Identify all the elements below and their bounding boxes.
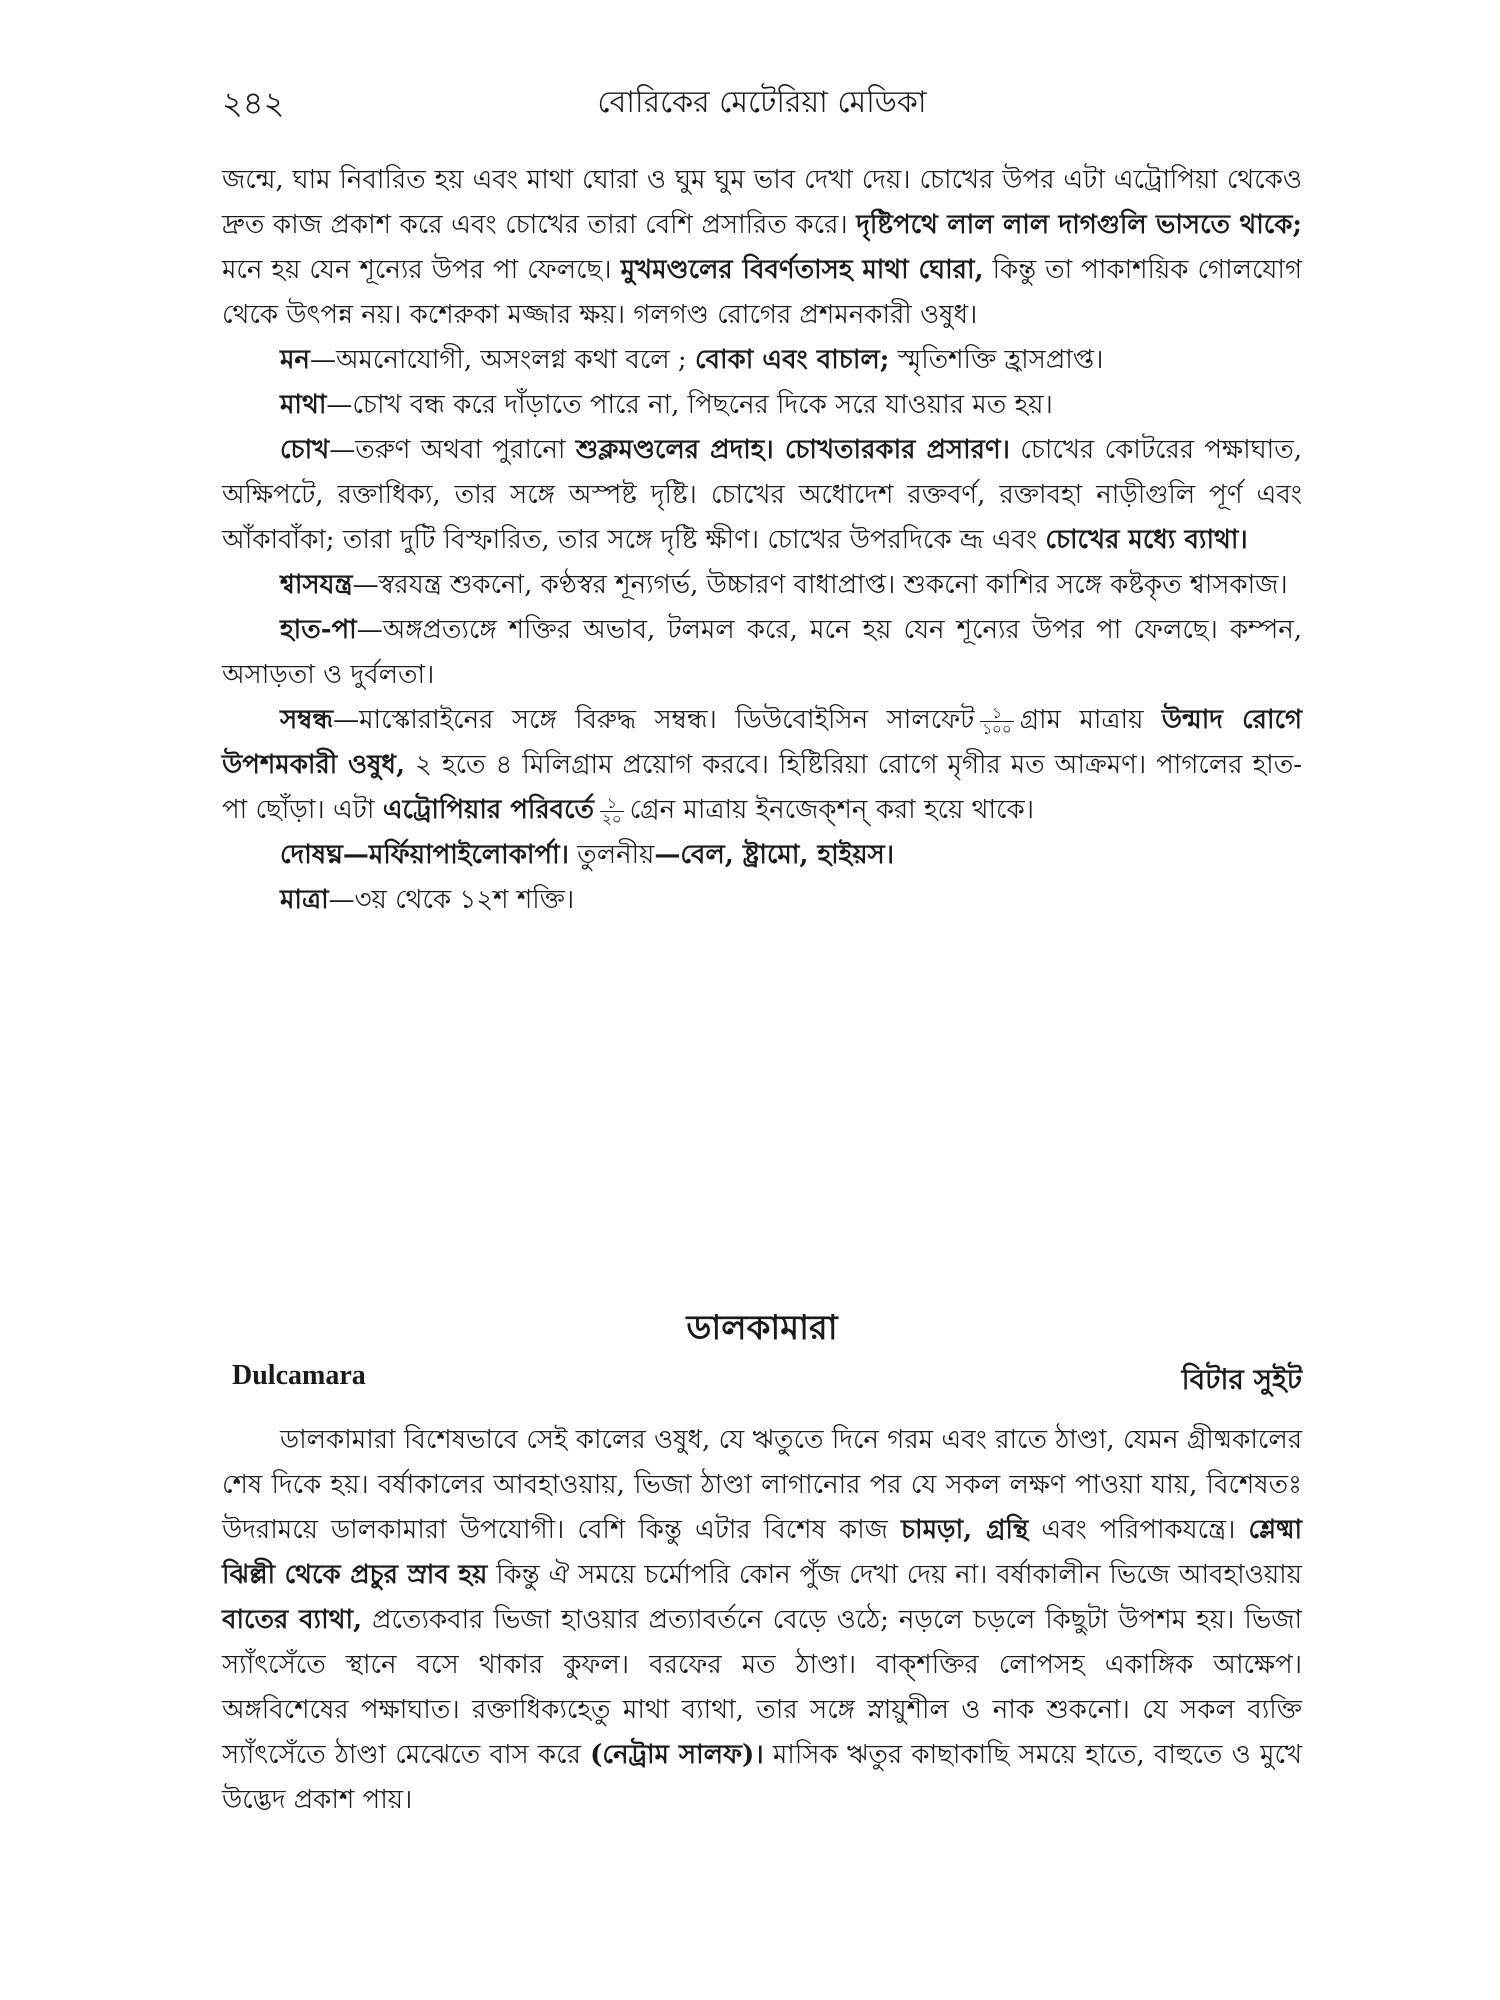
section-relation [222,698,1302,833]
paragraph-text-5: মাসিক ঋতুর কাছাকাছি সময়ে হাতে, বাহুতে ও মুখে উদ্ভেদ প্রকাশ পায়। [222,1740,1302,1815]
fraction-denominator: ২০ [602,809,622,828]
section-bold: বোকা এবং বাচাল; [694,345,890,375]
section-text: —তরুণ অথবা পুরানো [329,435,576,465]
fraction-1 [980,703,1013,738]
section-head [222,383,1302,428]
paragraph-text-3: কিন্তু ঐ সময়ে চর্মোপরি কোন পুঁজ দেখা দেয় না। বর্ষাকালীন ভিজে আবহাওয়ায় [487,1560,1302,1590]
paragraph-text: ডালকামারা বিশেষভাবে সেই কালের ওষুধ, যে ঋতুতে দিনে গরম এবং রাতে ঠাণ্ডা, যেমন গ্রীষ্মকালের শেষ দিকে হয়। বর্ষাকালের আবহাওয়ায়, ভিজা ঠাণ্ডা লাগানোর পর যে সকল লক্ষণ পাওয়া যায়, বিশেষতঃ উদরাময়ে ডালকামারা উপযোগী। বেশি কিন্তু এটার বিশেষ কাজ [222,1425,1302,1545]
section-text: —স্বরযন্ত্র শুকনো, কণ্ঠস্বর শূন্যগর্ভ, উচ্চারণ বাধাপ্রাপ্ত। শুকনো কাশির সঙ্গে কষ্টকৃত শ্বাসকাজ। [352,570,1288,600]
intro-text-3: কিন্তু তা পাকাশয়িক গোলযোগ থেকে উৎপন্ন নয়। কশেরুকা মজ্জার ক্ষয়। গলগণ্ড রোগের প্রশমনকারী ওষুধ। [222,255,1302,330]
section-label: মাত্রা [280,885,329,915]
section-text-4: গ্রেন মাত্রায় ইনজেক্শন্ করা হয়ে থাকে। [629,795,1034,825]
section-text-2: তুলনীয় [568,840,655,870]
section-label: মাথা [280,390,327,420]
section-text: —অমনোযোগী, অসংলগ্ন কথা বলে ; [309,345,695,375]
section-bold: উন্মাদ রোগে উপশমকারী ওষুধ, [222,705,1303,780]
section-text: —মর্ফিয়াপাইলোকার্পা। [342,840,569,870]
dulcamara-body [222,1418,1302,1823]
intro-text: জন্মে, ঘাম নিবারিত হয় এবং মাথা ঘোরা ও ঘুম ঘুম ভাব দেখা দেয়। চোখের উপর এটা এট্রোপিয়া থেকেও দ্রুত কাজ প্রকাশ করে এবং চোখের তারা বেশি প্রসারিত করে। [222,165,1302,240]
fraction-denominator: ১০০ [982,719,1012,738]
paragraph-bold-3: বাতের ব্যাথা, [222,1605,363,1635]
fraction-numerator: ১ [980,706,1013,722]
section-label: হাত-পা [280,615,357,645]
section-text-2: গ্রাম মাত্রায় [1019,705,1162,735]
remedy-title: ডালকামারা [686,1308,838,1348]
paragraph-bold-1: চামড়া, গ্রন্থি [901,1515,1029,1545]
intro-bold-1: দৃষ্টিপথে লাল লাল দাগগুলি ভাসতে থাকে; [856,210,1303,240]
paragraph-text-4: প্রত্যেকবার ভিজা হাওয়ার প্রত্যাবর্তনে বেড়ে ওঠে; নড়লে চড়লে কিছুটা উপশম হয়। ভিজা স্যাঁৎসেঁতে স্থানে বসে থাকার কুফল। বরফের মত ঠাণ্ডা। বাক্শক্তির লোপসহ একাঙ্গিক আক্ষেপ। অঙ্গবিশেষের পক্ষাঘাত। রক্তাধিক্যহেতু মাথা ব্যাথা, তার সঙ্গে স্নায়ুশীল ও নাক শুকনো। যে সকল ব্যক্তি স্যাঁৎসেঁতে ঠাণ্ডা মেঝেতে বাস করে [222,1605,1302,1770]
section-label: দোষঘ্ন [280,840,343,870]
section-bold: শুক্লমণ্ডলের প্রদাহ। চোখতারকার প্রসারণ। [575,435,1010,465]
page-header [222,78,1302,138]
intro-bold-2: মুখমণ্ডলের বিবর্ণতাসহ মাথা ঘোরা, [620,255,984,285]
dulcamara-paragraph [222,1418,1302,1823]
paragraph-text-2: এবং পরিপাকযন্ত্রে। [1028,1515,1249,1545]
fraction-2 [600,793,624,828]
section-text-2: চোখের কোটরের পক্ষাঘাত, অক্ষিপটে, রক্তাধিক্য, তার সঙ্গে অস্পষ্ট দৃষ্টি। চোখের অধোদেশ রক্তবর্ণ, রক্তাবহা নাড়ীগুলি পূর্ণ এবং আঁকাবাঁকা; তারা দুটি বিস্ফারিত, তার সঙ্গে দৃষ্টি ক্ষীণ। চোখের উপরদিকে ভ্রূ এবং [222,435,1302,555]
previous-remedy-text [222,158,1302,923]
fraction-numerator: ১ [600,796,624,812]
section-mind [222,338,1302,383]
section-text-2: স্মৃতিশক্তি হ্রাসপ্রাপ্ত। [889,345,1104,375]
section-eyes [222,428,1302,563]
section-text: —চোখ বন্ধ করে দাঁড়াতে পারে না, পিছনের দিকে সরে যাওয়ার মত হয়। [326,390,1053,420]
section-dose [222,878,1302,923]
section-text: —মাস্কোরাইনের সঙ্গে বিরুদ্ধ সম্বন্ধ। ডিউবোইসিন সালফেট [333,705,975,735]
section-text: —৩য় থেকে ১২শ শক্তি। [328,885,575,915]
section-bold: —বেল, ষ্ট্রামো, হাইয়স। [654,840,894,870]
section-label: সম্বন্ধ [280,705,334,735]
paragraph-bold-2: শ্লেষ্মা ঝিল্লী থেকে প্রচুর স্রাব হয় [222,1515,1303,1590]
section-text: —অঙ্গপ্রত্যঙ্গে শক্তির অভাব, টলমল করে, মনে হয় যেন শূন্যের উপর পা ফেলছে। কম্পন, অসাড়তা ও দুর্বলতা। [222,615,1302,690]
page-number: ২৪২ [222,84,285,122]
intro-paragraph [222,158,1302,338]
section-label: মন [280,345,310,375]
section-label: শ্বাসযন্ত্র [280,570,353,600]
remedy-latin-name: Dulcamara [232,1360,366,1391]
section-text-3: ২ হতে ৪ মিলিগ্রাম প্রয়োগ করবে। হিষ্টিরিয়া রোগে মৃগীর মত আক্রমণ। পাগলের হাত-পা ছোঁড়া। এটা [222,750,1302,825]
section-bold-2: চোখের মধ্যে ব্যাথা। [1045,525,1248,555]
intro-text-2: মনে হয় যেন শূন্যের উপর পা ফেলছে। [222,255,612,285]
section-antidotes [222,833,1302,878]
section-label: চোখ [280,435,330,465]
running-title: বোরিকের মেটেরিয়া মেডিকা [597,85,927,120]
paragraph-bold-4: (নেট্রাম সালফ)। [590,1740,764,1770]
section-respiratory [222,563,1302,608]
remedy-common-name: বিটার সুইট [1181,1363,1302,1396]
section-bold-2: এট্রোপিয়ার পরিবর্তে [382,795,595,825]
section-limbs [222,608,1302,698]
